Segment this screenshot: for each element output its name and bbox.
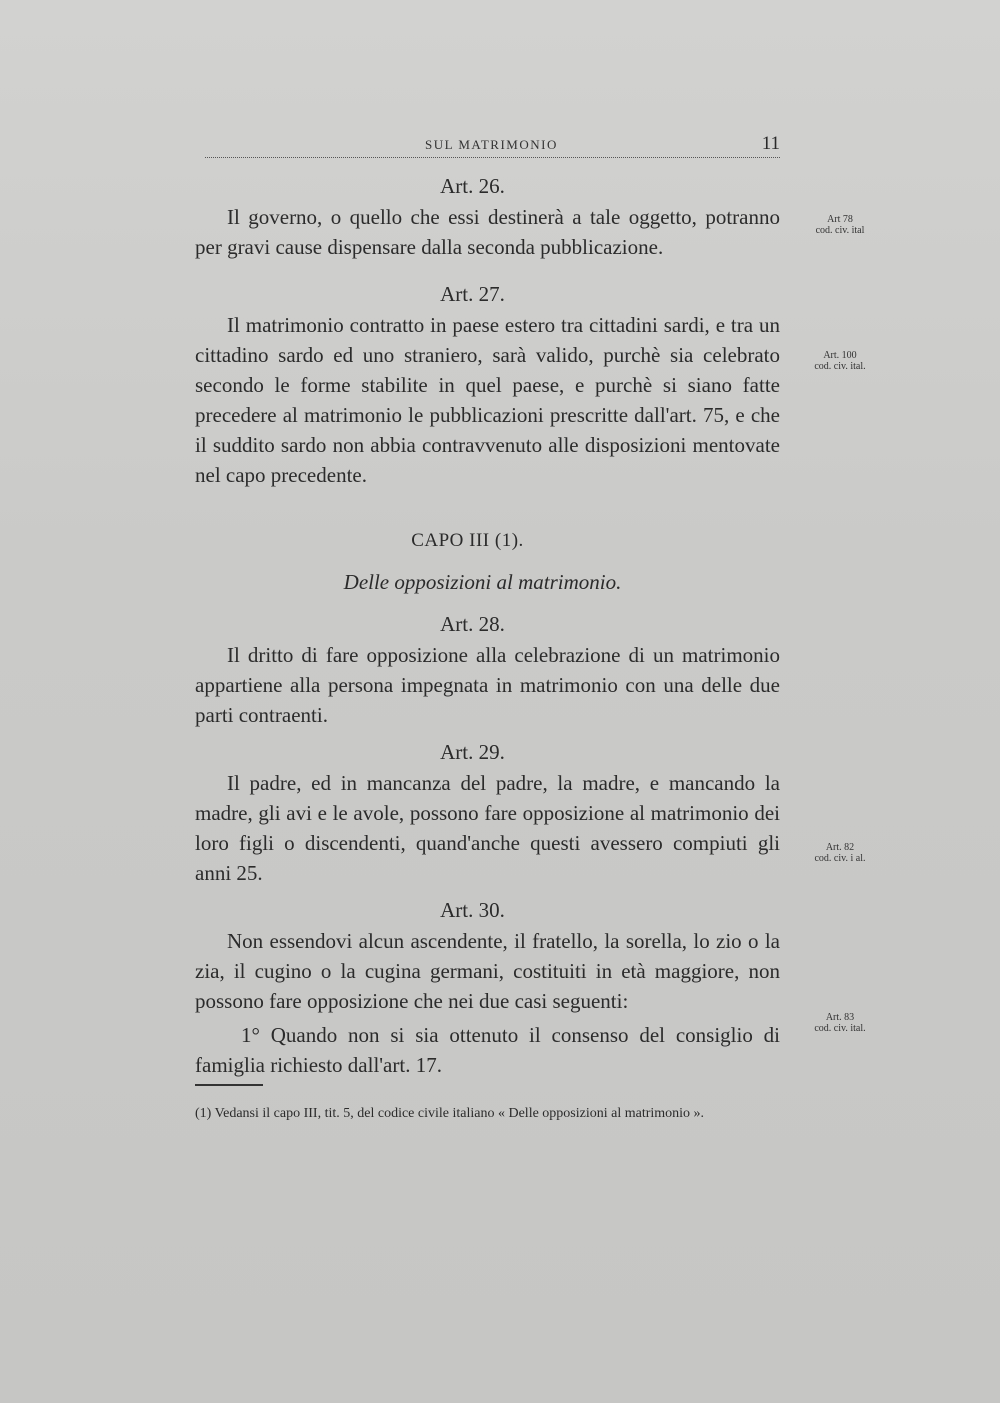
- article-text-29: Il padre, ed in mancanza del padre, la madre, e mancando la madre, gli avi e le avole, possono fare opposizione al matrimonio dei loro figli o discendenti, quand'anche questi avessero compiuti gli anni 25.: [195, 771, 780, 885]
- margin-note-art-26: [790, 214, 890, 236]
- article-heading-27: Art. 27.: [440, 282, 505, 306]
- margin-note-line: Art. 82: [825, 842, 855, 853]
- footnote-rule: [195, 1084, 263, 1086]
- margin-note-line: cod. civ. ital.: [814, 361, 866, 372]
- main-text: [195, 170, 780, 1124]
- margin-note-line: cod. civ. ital.: [814, 1023, 866, 1034]
- margin-note-line: Art. 100: [823, 350, 857, 361]
- article-text-27: Il matrimonio contratto in paese estero tra cittadini sardi, e tra un cittadino sardo ed uno straniero, sarà valido, purchè sia celebrato secondo le forme stabilite in quel paese, e purchè si siano fatte precedere al matrimonio le pubblicazioni prescritte dall'art. 75, e che il suddito sardo non abbia contravvenuto alle disposizioni mentovate nel capo precedente.: [195, 313, 780, 487]
- article-text-30: Non essendovi alcun ascendente, il fratello, la sorella, lo zio o la zia, il cugino o la cugina germani, costituiti in età maggiore, non possono fare opposizione che nei due casi seguenti:: [195, 929, 780, 1013]
- page-number: 11: [761, 133, 780, 154]
- margin-note-art-29: [790, 842, 890, 864]
- margin-note-line: Art 78: [827, 214, 853, 225]
- article-text-26: Il governo, o quello che essi destinerà a tale oggetto, potranno per gravi cause dispensare dalla seconda pubblicazione.: [195, 205, 780, 259]
- chapter-heading: CAPO III (1).: [411, 530, 524, 551]
- margin-note-line: cod. civ. ital: [815, 225, 865, 236]
- article-heading-30: Art. 30.: [440, 898, 505, 922]
- article-heading-26: Art. 26.: [440, 174, 505, 198]
- article-text-28: Il dritto di fare opposizione alla celebrazione di un matrimonio appartiene alla persona impegnata in matrimonio con una delle due parti contraenti.: [195, 643, 780, 727]
- margin-note-line: Art. 83: [825, 1012, 855, 1023]
- page-header: [205, 135, 780, 165]
- footnote: (1) Vedansi il capo III, tit. 5, del codice civile italiano « Delle opposizioni al matrimonio ».: [195, 1106, 705, 1121]
- article-30-item-1: 1° Quando non si sia ottenuto il consenso del consiglio di famiglia richiesto dall'art. 17.: [195, 1023, 780, 1077]
- header-rule: [205, 157, 780, 158]
- article-heading-28: Art. 28.: [440, 612, 505, 636]
- margin-note-line: cod. civ. i al.: [814, 853, 866, 864]
- section-title: Delle opposizioni al matrimonio.: [343, 570, 622, 594]
- margin-note-art-30: [790, 1012, 890, 1034]
- article-heading-29: Art. 29.: [440, 740, 505, 764]
- margin-note-art-27: [790, 350, 890, 372]
- running-head: SUL MATRIMONIO: [425, 137, 558, 152]
